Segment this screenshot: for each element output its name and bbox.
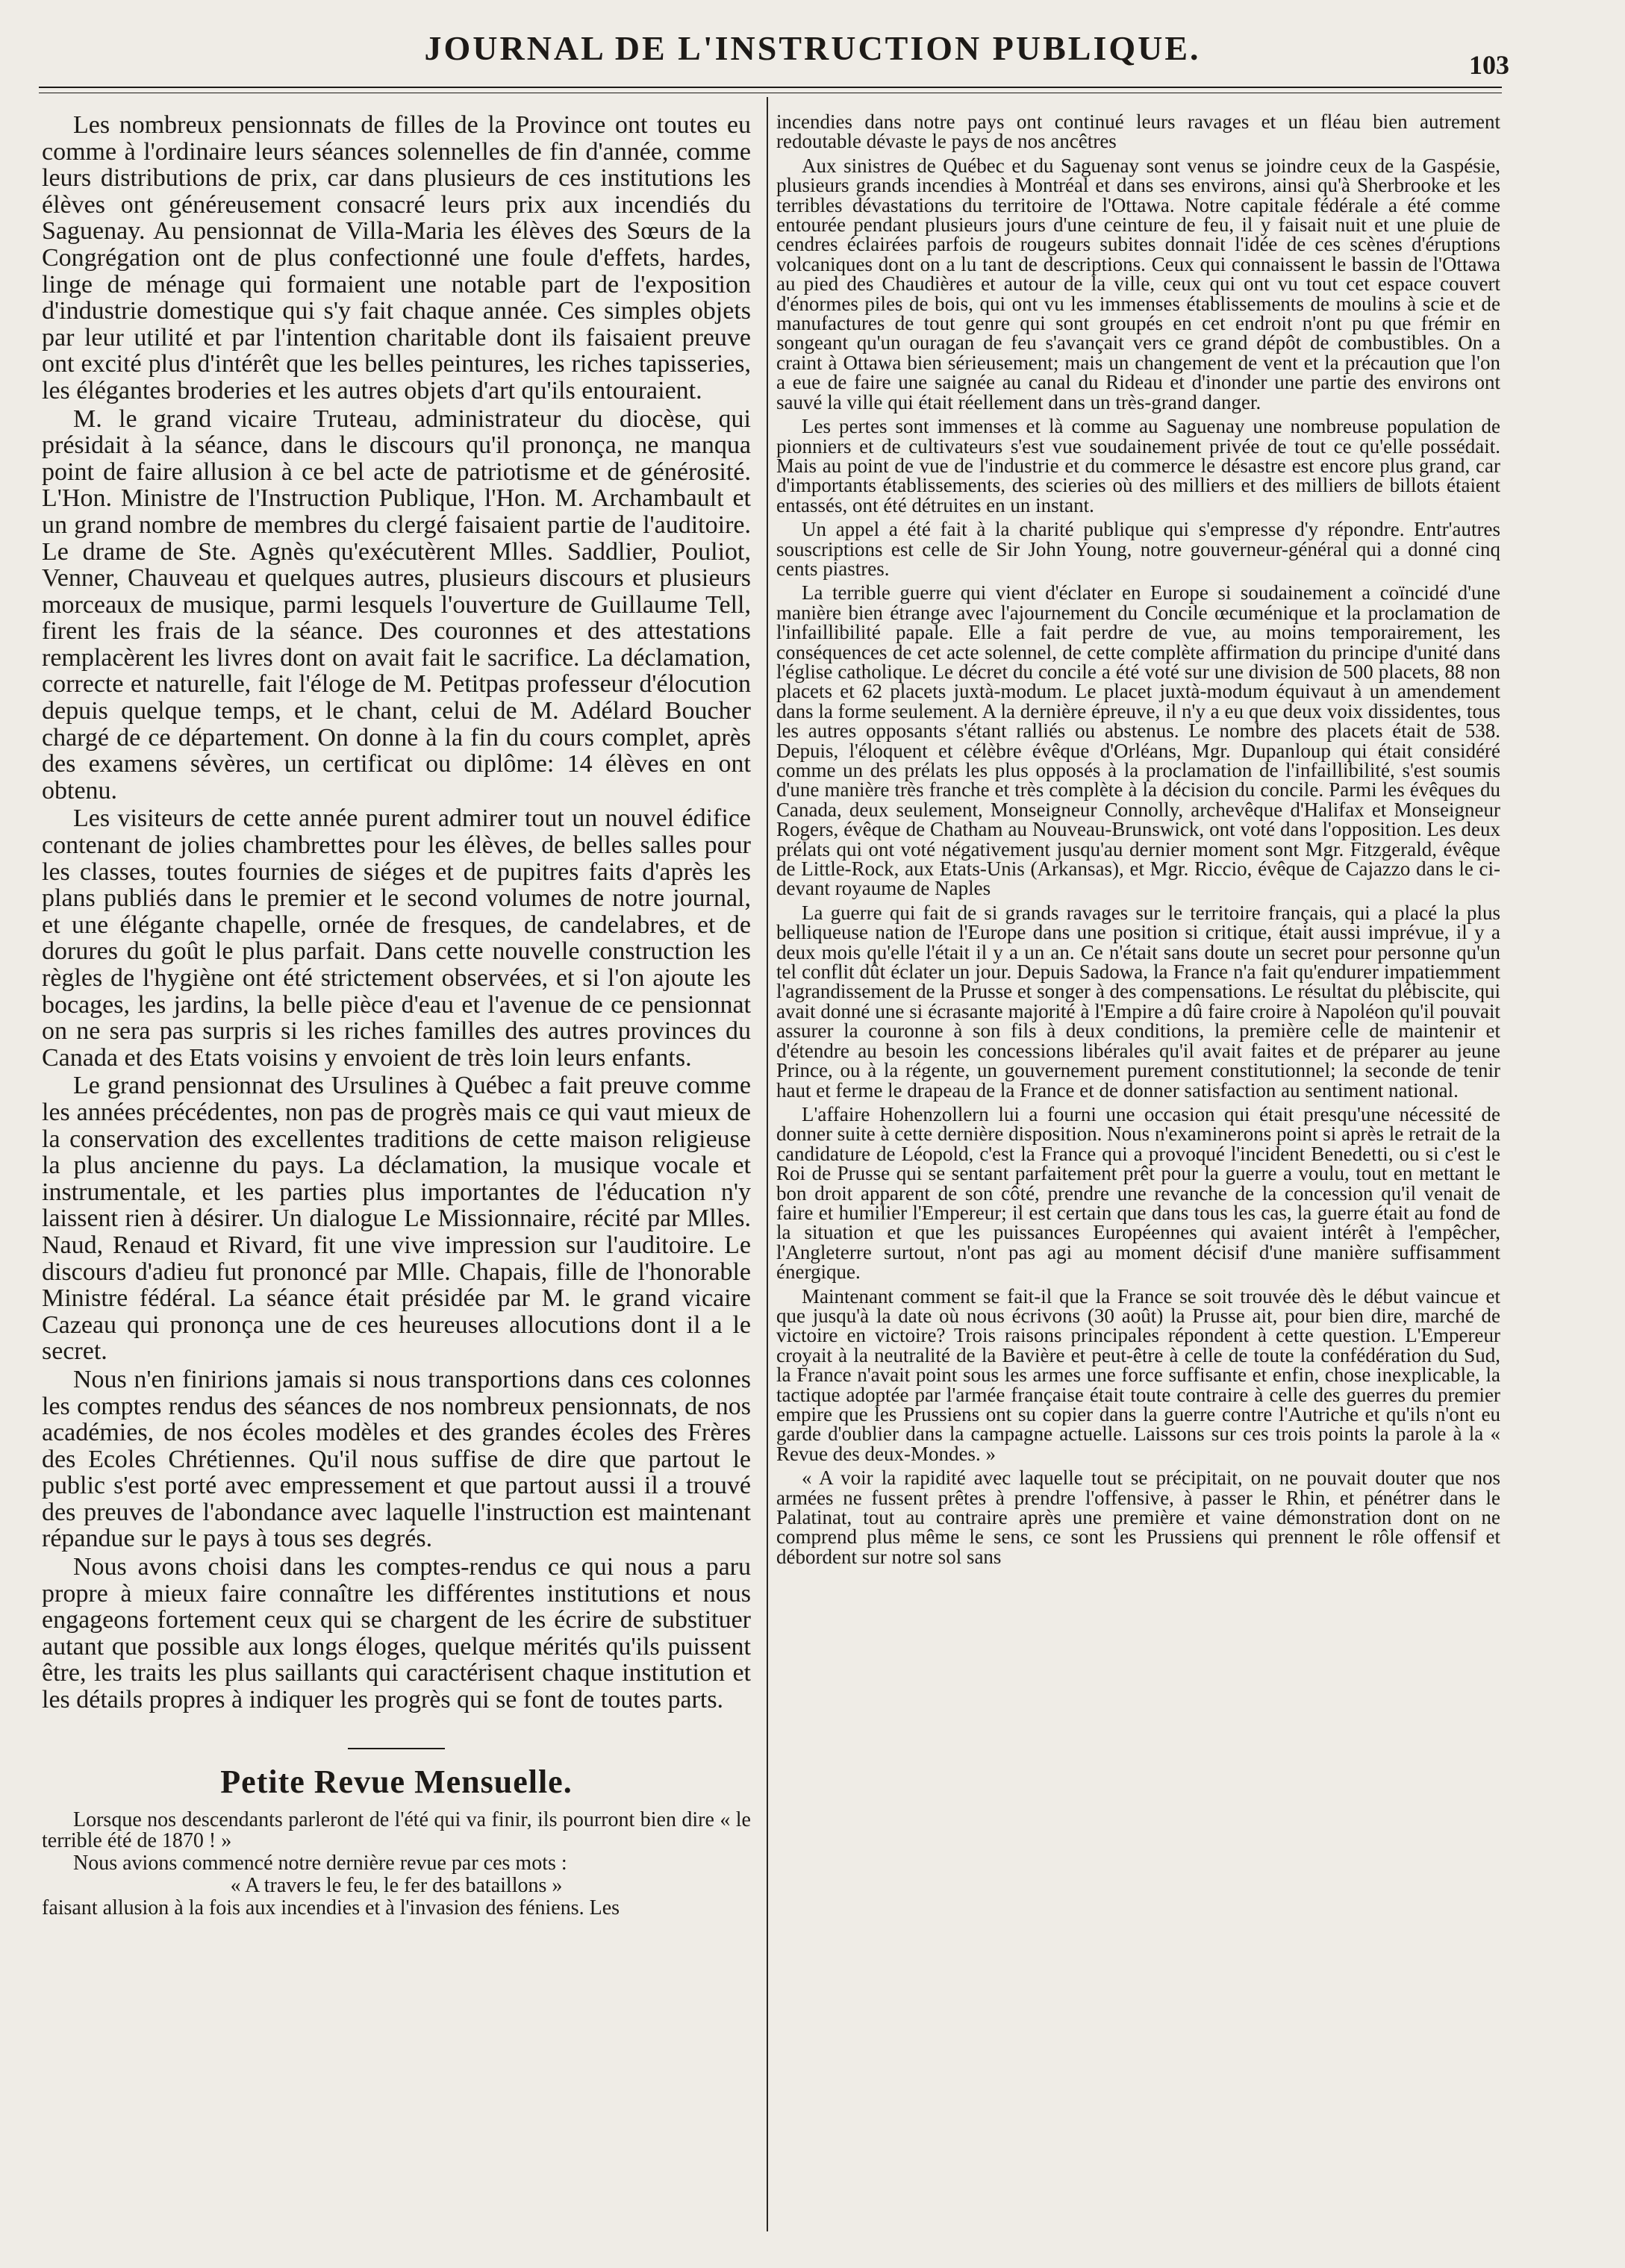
paragraph: Le grand pensionnat des Ursulines à Québec a fait preuve comme les années précédentes, non pas de progrès mais ce qui vaut mieux de la conservation des excellentes traditions de cette maison religieuse la plus ancienne du pays. La déclamation, la musique vocale et instrumentale, et les parties plus importantes de l'éducation n'y laissent rien à désirer. Un dialogue Le Missionnaire, récité par Mlles. Naud, Renaud et Rivard, fit une vive impression sur l'auditoire. Le discours d'adieu fut prononcé par Mlle. Chapais, fille de l'honorable Ministre fédéral. La séance était présidée par M. le grand vicaire Cazeau qui prononça une de ces heureuses allocutions dont il a le secret.: [42, 1072, 751, 1366]
header-rule: [39, 87, 1502, 88]
paragraph: « A voir la rapidité avec laquelle tout se précipitait, on ne pouvait douter que nos armées ne fussent prêtes à prendre l'offensive, à passer le Rhin, et pénétrer dans le Palatinat, tout au contraire après une première et vaine démonstration dont on ne comprend plus même le sens, ce sont les Prussiens qui prennent le rôle offensif et débordent sur notre sol sans: [776, 1466, 1500, 1568]
column-divider: [767, 97, 768, 2231]
paragraph: L'affaire Hohenzollern lui a fourni une occasion qui était presqu'une nécessité de donner suite à cette dernière disposition. Nous n'examinerons point si après le retrait de la candidature de Léopold, c'est la France qui a provoqué l'incident Benedetti, ou si c'est le Roi de Prusse qui se sentant parfaitement prêt pour la guerre a voulu, tout en mettant le bon droit apparent de son côté, prendre une revanche de la concession qu'il venait de faire et humilier l'Empereur; il est certain que dans tous les cas, la guerre était au fond de la situation et que les puissances Européennes qui avaient intérêt à l'empêcher, l'Angleterre surtout, n'ont pas agi au moment décisif d'une manière suffisamment énergique.: [776, 1102, 1500, 1284]
paragraph: Un appel a été fait à la charité publique qui s'empresse d'y répondre. Entr'autres souscriptions est celle de Sir John Young, notre gouverneur-général qui a donné cinq cents piastres.: [776, 518, 1500, 580]
paragraph: Nous avons choisi dans les comptes-rendus ce qui nous a paru propre à mieux faire connaître les différentes institutions et nous engageons fortement ceux qui se chargent de les écrire de substituer autant que possible aux longs éloges, quelque mérités qu'ils puissent être, les traits les plus saillants qui caractérisent chaque institution et les détails propres à indiquer les progrès qui se font de toutes parts.: [42, 1553, 751, 1714]
paragraph: M. le grand vicaire Truteau, administrateur du diocèse, qui présidait à la séance, dans le discours qu'il prononça, ne manqua point de faire allusion à ce bel acte de patriotisme et de générosité. L'Hon. Ministre de l'Instruction Publique, l'Hon. M. Archambault et un grand nombre de membres du clergé faisaient partie de l'auditoire. Le drame de Ste. Agnès qu'exécutèrent Mlles. Saddlier, Pouliot, Venner, Chauveau et quelques autres, plusieurs discours et plusieurs morceaux de musique, parmi lesquels l'ouverture de Guillaume Tell, firent les frais de la séance. Des couronnes et des attestations remplacèrent les livres dont on avait fait le sacrifice. La déclamation, correcte et naturelle, fait l'éloge de M. Petitpas professeur d'élocution depuis quelque temps, et le chant, celui de M. Adélard Boucher chargé de ce département. On donne à la fin du cours complet, après des examens sévères, un certificat ou diplôme: 14 élèves en ont obtenu.: [42, 404, 751, 805]
paragraph: Lorsque nos descendants parleront de l'été qui va finir, ils pourront bien dire « le terrible été de 1870 ! »: [42, 1808, 751, 1853]
section-title: Petite Revue Mensuelle.: [220, 1763, 573, 1800]
left-column: [42, 112, 751, 2246]
paragraph: Les visiteurs de cette année purent admirer tout un nouvel édifice contenant de jolies chambrettes pour les élèves, de belles salles pour les classes, toutes fournies de siéges et de pupitres faits d'après les plans publiés dans le premier et le second volumes de notre journal, et une élégante chapelle, ornée de fresques, de candelabres, et de dorures du goût le plus parfait. Dans cette nouvelle construction les règles de l'hygiène ont été strictement observées, et si l'on ajoute les bocages, les jardins, la belle pièce d'eau et l'avenue de ce pensionnat on ne sera pas surpris si les riches familles des autres provinces du Canada et des Etats voisins y envoient de très loin leurs enfants.: [42, 805, 751, 1072]
paragraph: Les nombreux pensionnats de filles de la Province ont toutes eu comme à l'ordinaire leurs séances solennelles de fin d'année, comme leurs distributions de prix, car dans plusieurs de ces institutions les élèves ont généreusement consacré leurs prix aux incendiés du Saguenay. Au pensionnat de Villa-Maria les élèves des Sœurs de la Congrégation ont de plus confectionné une foule d'effets, hardes, linge de ménage qui formaient une notable part de l'exposition d'industrie domestique qui s'y fait chaque année. Ces simples objets par leur utilité et par l'intention charitable dont ils faisaient preuve ont excité plus d'intérêt que les belles peintures, les riches tapisseries, les élégantes broderies et les autres objets d'art qu'ils entouraient.: [42, 112, 751, 404]
paragraph: La terrible guerre qui vient d'éclater en Europe si soudainement a coïncidé d'une manière bien étrange avec l'ajournement du Concile œcuménique et la proclamation de l'infaillibilité papale. Elle a fait perdre de vue, au moins temporairement, les conséquences de cet acte solennel, de cette complète affirmation du principe d'unité dans l'église catholique. Le décret du concile a été voté sur une division de 500 placets, 88 non placets et 62 placets juxtà-modum. Le placet juxtà-modum équivaut à un amendement dans la forme seulement. A la dernière épreuve, il n'y a eu que deux voix dissidentes, tous les autres opposants s'étant ralliés ou abstenus. Le nombre des placets était de 538. Depuis, l'éloquent et célèbre évêque d'Orléans, Mgr. Dupanloup qui était considéré comme un des prélats les plus opposés à la proclamation de l'infaillibilité, s'est soumis d'une manière très franche et très complète à la décision du concile. Parmi les évêques du Canada, deux seulement, Monseigneur Connolly, archevêque d'Halifax et Monseigneur Rogers, évêque de Chatham au Nouveau-Brunswick, ont voté dans l'opposition. Les deux prélats qui ont voté négativement jusqu'au dernier moment sont Mgr. Fitzgerald, évêque de Little-Rock, aux Etats-Unis (Arkansas), et Mgr. Riccio, évêque de Cajazzo dans le ci-devant royaume de Naples: [776, 581, 1500, 900]
paragraph: Les pertes sont immenses et là comme au Saguenay une nombreuse population de pionniers et de cultivateurs s'est vue soudainement privée de tout ce qu'elle possédait. Mais au point de vue de l'industrie et du commerce le désastre est encore plus grand, car d'importants établissements, des scieries où des milliers et des milliers de billots étaient entassés, ont été détruites en un instant.: [776, 415, 1500, 516]
paragraph: Nous avions commencé notre dernière revue par ces mots :: [73, 1852, 567, 1875]
quotation: « A travers le feu, le fer des bataillons »: [230, 1874, 563, 1898]
paragraph: Nous n'en finirions jamais si nous transportions dans ces colonnes les comptes rendus des séances de nos nombreux pensionnats, de nos académies, de nos écoles modèles et des grandes écoles des Frères des Ecoles Chrétiennes. Qu'il nous suffise de dire que partout le public s'est porté avec empressement et que partout aussi il a trouvé des preuves de l'abondance avec laquelle l'instruction est maintenant répandue sur le pays à tous ses degrés.: [42, 1365, 751, 1553]
right-column: [776, 112, 1500, 2246]
paragraph: Aux sinistres de Québec et du Saguenay sont venus se joindre ceux de la Gaspésie, plusieurs grands incendies à Montréal et dans ses environs, ainsi qu'à Sherbrooke et les terribles dévastations du territoire de l'Ottawa. Notre capitale fédérale a été comme entourée pendant plusieurs jours d'une ceinture de feu, il y faisait nuit et une pluie de cendres éclairées parfois de rougeurs subites donnait l'idée de ces scènes d'éruptions volcaniques dont on a lu tant de descriptions. Ceux qui connaissent le bassin de l'Ottawa au pied des Chaudières et autour de la ville, ceux qui ont vu tout cet espace couvert d'énormes piles de bois, qui ont vu les immenses établissements de moulins à scie et de manufactures de tout genre qui sont groupés en cet endroit n'ont pu que frémir en songeant qu'un ouragan de feu s'avançait vers ce grand dépôt de combustibles. On a craint à Ottawa bien sérieusement; mais un changement de vent et la précaution que l'on a eue de faire une saignée au canal du Rideau et d'inonder une partie des environs ont sauvé la ville qui était réellement dans un très-grand danger.: [776, 154, 1500, 413]
journal-title: JOURNAL DE L'INSTRUCTION PUBLIQUE.: [424, 29, 1201, 67]
page-number: 103: [1469, 50, 1509, 80]
paragraph: Maintenant comment se fait-il que la France se soit trouvée dès le début vaincue et que jusqu'à la date où nous écrivons (30 août) la Prusse ait, pour bien dire, marché de victoire en victoire? Trois raisons principales répondent à cette question. L'Empereur croyait à la neutralité de la Bavière et peut-être à celle de toute la confédération du Sud, la France n'avait point sous les armes une force suffisante et enfin, chose inexplicable, la tactique adoptée par l'armée française était toute contraire à celle des guerres du premier empire que les Prussiens ont su copier dans la guerre contre l'Autriche et qu'ils n'ont eu garde d'oublier dans la campagne actuelle. Laissons sur ces trois points la parole à la « Revue des deux-Mondes. »: [776, 1284, 1500, 1465]
section-divider: [348, 1748, 445, 1749]
paragraph: faisant allusion à la fois aux incendies et à l'invasion des féniens. Les: [42, 1896, 620, 1920]
paragraph: incendies dans notre pays ont continué leurs ravages et un fléau bien autrement redoutable dévaste le pays de nos ancêtres: [776, 112, 1500, 153]
paragraph: La guerre qui fait de si grands ravages sur le territoire français, qui a placé la plus belliqueuse nation de l'Europe dans une position si critique, était aussi imprévue, il y a deux mois qu'elle l'était il y a un an. Ce n'était sans doute un secret pour personne qu'un tel conflit dût éclater un jour. Depuis Sadowa, la France n'a fait qu'endurer impatiemment l'agrandissement de la Prusse et songer à des compensations. Le résultat du plébiscite, qui avait donné une si écrasante majorité à l'Empire a dû faire croire à Napoléon qu'il pouvait assurer la couronne à son fils à deux conditions, la première celle de maintenir et d'étendre au besoin les concessions libérales qu'il avait faites et de préparer au jeune Prince, ou à la régente, un gouvernement purement constitutionnel; la seconde de tenir haut et ferme le drapeau de la France et de donner satisfaction au sentiment national.: [776, 901, 1500, 1102]
